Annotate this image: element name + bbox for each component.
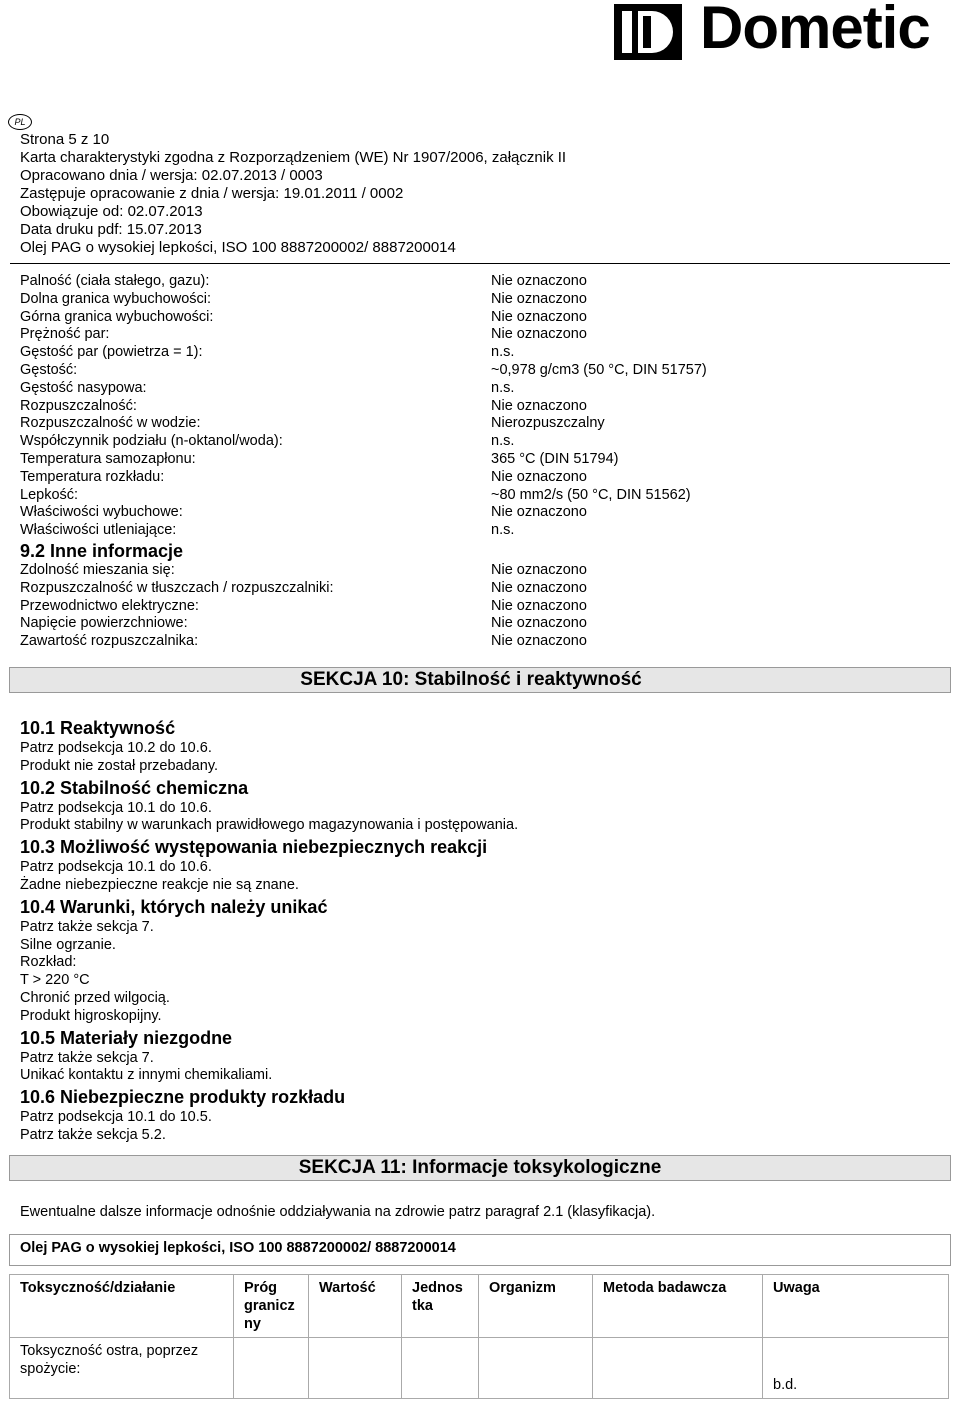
table-cell: Toksyczność ostra, poprzez spożycie: xyxy=(10,1338,234,1399)
table-cell xyxy=(402,1338,479,1399)
property-label: Gęstość: xyxy=(20,361,78,378)
property-label: Właściwości utleniające: xyxy=(20,522,177,539)
header-line: Zastępuje opracowanie z dnia / wersja: 19.01.2011 / 0002 xyxy=(20,185,404,202)
property-row xyxy=(20,344,950,362)
subsection-line: Patrz podsekcja 10.1 do 10.6. xyxy=(20,859,212,876)
section-10-heading xyxy=(9,667,951,693)
table-cell xyxy=(309,1338,402,1399)
property-label: Napięcie powierzchniowe: xyxy=(20,615,188,632)
subsection-line: Rozkład: xyxy=(20,954,77,971)
subsection-line: Chronić przed wilgocią. xyxy=(20,989,170,1006)
property-label: Współczynnik podziału (n-oktanol/woda): xyxy=(20,433,283,450)
subsection-line: Żadne niebezpieczne reakcje nie są znane. xyxy=(20,876,299,893)
column-header: Wartość xyxy=(309,1275,402,1338)
property-label: Zawartość rozpuszczalnika: xyxy=(20,633,199,650)
property-value: Nie oznaczono xyxy=(491,561,587,578)
property-row xyxy=(20,415,950,433)
property-label: Lepkość: xyxy=(20,486,79,503)
properties-list xyxy=(20,273,950,651)
column-header: Jednos tka xyxy=(402,1275,479,1338)
subsection-line: Silne ogrzanie. xyxy=(20,936,116,953)
product-name: Olej PAG o wysokiej lepkości, ISO 100 8887200002/ 8887200014 xyxy=(20,239,456,256)
property-row xyxy=(20,487,950,505)
header-line: Data druku pdf: 15.07.2013 xyxy=(20,221,202,238)
subsection-line: Produkt stabilny w warunkach prawidłowego magazynowania i postępowania. xyxy=(20,817,519,834)
property-value: ~0,978 g/cm3 (50 °C, DIN 51757) xyxy=(491,361,707,378)
subsection-heading: 10.2 Stabilność chemiczna xyxy=(20,777,249,798)
table-cell xyxy=(234,1338,309,1399)
property-label: Dolna granica wybuchowości: xyxy=(20,290,212,307)
property-label: Prężność par: xyxy=(20,326,110,343)
property-label: Gęstość nasypowa: xyxy=(20,379,147,396)
property-value: Nie oznaczono xyxy=(491,633,587,650)
property-value: Nie oznaczono xyxy=(491,504,587,521)
brand-name: Dometic xyxy=(700,0,930,61)
property-label: Rozpuszczalność w tłuszczach / rozpuszczalniki: xyxy=(20,579,334,596)
subsection-line: Produkt higroskopijny. xyxy=(20,1007,162,1024)
header-line: Opracowano dnia / wersja: 02.07.2013 / 0003 xyxy=(20,167,323,184)
subsection-line: Patrz także sekcja 7. xyxy=(20,918,154,935)
section-10-title: SEKCJA 10: Stabilność i reaktywność xyxy=(300,669,642,690)
property-label: Rozpuszczalność w wodzie: xyxy=(20,415,201,432)
table-cell xyxy=(479,1338,593,1399)
property-row xyxy=(20,598,950,616)
header-divider xyxy=(10,263,950,264)
property-row xyxy=(20,504,950,522)
property-row xyxy=(20,615,950,633)
property-value: Nierozpuszczalny xyxy=(491,415,605,432)
property-value: n.s. xyxy=(491,522,515,539)
property-row xyxy=(20,433,950,451)
property-value: Nie oznaczono xyxy=(491,397,587,414)
column-header: Organizm xyxy=(479,1275,593,1338)
table-row xyxy=(10,1338,949,1399)
subsection-heading: 10.6 Niebezpieczne produkty rozkładu xyxy=(20,1087,346,1108)
header-line: Karta charakterystyki zgodna z Rozporządzeniem (WE) Nr 1907/2006, załącznik II xyxy=(20,149,567,166)
column-header: Uwaga xyxy=(763,1275,949,1338)
section-10-content xyxy=(20,716,950,1145)
property-row xyxy=(20,398,950,416)
dometic-d-logo-icon xyxy=(612,2,684,62)
subsection-line: Unikać kontaktu z innymi chemikaliami. xyxy=(20,1067,273,1084)
property-value: Nie oznaczono xyxy=(491,468,587,485)
property-value: 365 °C (DIN 51794) xyxy=(491,450,619,467)
column-header: Próg granicz ny xyxy=(234,1275,309,1338)
subsection-heading: 10.4 Warunki, których należy unikać xyxy=(20,896,328,917)
property-label: Górna granica wybuchowości: xyxy=(20,308,214,325)
subsection-line: Patrz także sekcja 5.2. xyxy=(20,1126,166,1143)
property-row xyxy=(20,309,950,327)
property-label: Temperatura rozkładu: xyxy=(20,468,165,485)
subsection-line: Patrz podsekcja 10.2 do 10.6. xyxy=(20,740,212,756)
property-label: Przewodnictwo elektryczne: xyxy=(20,597,199,614)
property-value: Nie oznaczono xyxy=(491,273,587,289)
table-cell: b.d. xyxy=(763,1338,949,1399)
property-row xyxy=(20,273,950,291)
section-11-heading: SEKCJA 11: Informacje toksykologiczne xyxy=(9,1155,951,1181)
property-value: n.s. xyxy=(491,379,515,396)
property-row xyxy=(20,580,950,598)
column-header: Metoda badawcza xyxy=(593,1275,763,1338)
property-label: Rozpuszczalność: xyxy=(20,397,137,414)
table-header-row xyxy=(10,1275,949,1338)
language-badge: PL xyxy=(8,114,32,130)
table-cell xyxy=(593,1338,763,1399)
product-title: Olej PAG o wysokiej lepkości, ISO 100 8887200002/ 8887200014 xyxy=(20,1240,456,1256)
subsection-line: Patrz podsekcja 10.1 do 10.6. xyxy=(20,799,212,816)
subsection-heading: 10.5 Materiały niezgodne xyxy=(20,1027,233,1048)
header-line: Obowiązuje od: 02.07.2013 xyxy=(20,203,203,220)
property-row xyxy=(20,380,950,398)
property-row xyxy=(20,362,950,380)
property-value: Nie oznaczono xyxy=(491,290,587,307)
property-label: Palność (ciała stałego, gazu): xyxy=(20,273,210,289)
subsection-line: T > 220 °C xyxy=(20,972,90,989)
property-value: Nie oznaczono xyxy=(491,615,587,632)
property-label: Gęstość par (powietrza = 1): xyxy=(20,344,203,361)
property-row xyxy=(20,522,950,540)
property-value: Nie oznaczono xyxy=(491,326,587,343)
property-row xyxy=(20,451,950,469)
property-value: Nie oznaczono xyxy=(491,597,587,614)
property-value: n.s. xyxy=(491,344,515,361)
property-row xyxy=(20,291,950,309)
property-row xyxy=(20,326,950,344)
property-row xyxy=(20,633,950,651)
property-label: Zdolność mieszania się: xyxy=(20,561,175,578)
property-row xyxy=(20,562,950,580)
section-9-2-heading: 9.2 Inne informacje xyxy=(20,540,184,561)
property-value: Nie oznaczono xyxy=(491,308,587,325)
section-11-note: Ewentualne dalsze informacje odnośnie oddziaływania na zdrowie patrz paragraf 2.1 (klasyfikacja). xyxy=(20,1204,656,1220)
subsection-line: Produkt nie został przebadany. xyxy=(20,757,219,774)
subsection-line: Patrz także sekcja 7. xyxy=(20,1049,154,1066)
subsection-line: Patrz podsekcja 10.1 do 10.5. xyxy=(20,1109,212,1126)
subsection-heading: 10.3 Możliwość występowania niebezpiecznych reakcji xyxy=(20,837,488,858)
property-label: Temperatura samozapłonu: xyxy=(20,450,196,467)
toxicity-table xyxy=(9,1274,949,1399)
property-row xyxy=(20,469,950,487)
page-number: Strona 5 z 10 xyxy=(20,131,110,148)
property-label: Właściwości wybuchowe: xyxy=(20,504,183,521)
column-header: Toksyczność/działanie xyxy=(10,1275,234,1338)
property-value: ~80 mm2/s (50 °C, DIN 51562) xyxy=(491,486,691,503)
document-header xyxy=(20,131,566,257)
property-value: n.s. xyxy=(491,433,515,450)
property-value: Nie oznaczono xyxy=(491,579,587,596)
subsection-heading: 10.1 Reaktywność xyxy=(20,718,176,738)
